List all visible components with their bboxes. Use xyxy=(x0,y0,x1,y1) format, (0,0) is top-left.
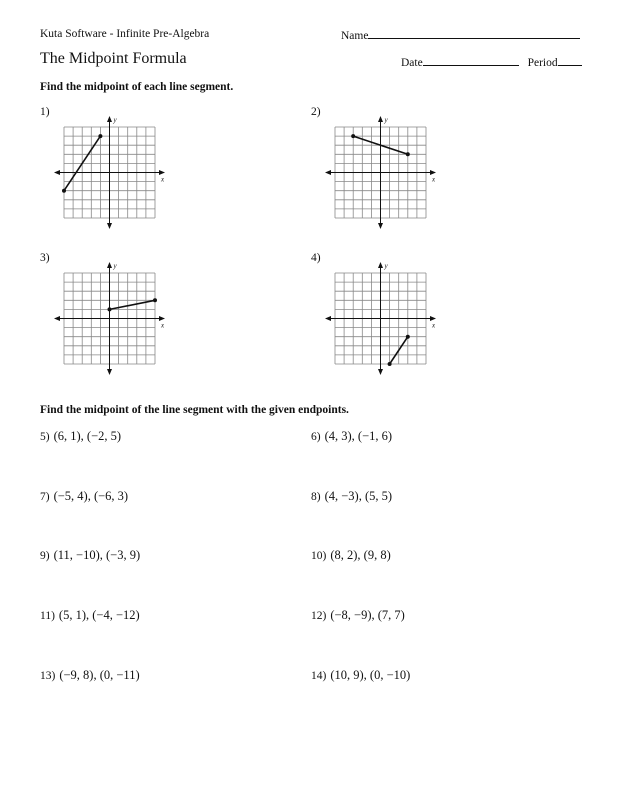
problem-endpoints: (10, 9), (0, −10) xyxy=(330,668,411,682)
problem-endpoints: (5, 1), (−4, −12) xyxy=(58,608,140,622)
section2-instruction: Find the midpoint of the line segment with the given endpoints. xyxy=(40,404,349,416)
name-blank[interactable] xyxy=(368,28,580,39)
problem-endpoints: (−9, 8), (0, −11) xyxy=(59,668,140,682)
endpoint-dot xyxy=(108,307,112,311)
section1-instruction: Find the midpoint of each line segment. xyxy=(40,81,234,93)
coordinate-graph-1 xyxy=(54,115,174,230)
arrow-left-icon xyxy=(325,170,331,175)
problem-endpoints: (8, 2), (9, 8) xyxy=(330,548,391,562)
arrow-up-icon xyxy=(378,116,383,122)
arrow-right-icon xyxy=(430,170,436,175)
problem-endpoints: (−5, 4), (−6, 3) xyxy=(53,489,129,503)
problem-endpoints: (4, −3), (5, 5) xyxy=(324,489,393,503)
period-blank[interactable] xyxy=(558,55,582,66)
y-axis-label: y xyxy=(113,262,117,270)
worksheet-title: The Midpoint Formula xyxy=(40,50,187,67)
problem-number: 6) xyxy=(311,431,321,443)
endpoint-dot xyxy=(351,134,355,138)
coordinate-graph-3 xyxy=(54,261,174,376)
problem-10 xyxy=(311,548,391,563)
arrow-right-icon xyxy=(159,170,165,175)
problem-9 xyxy=(40,548,140,563)
problem-13 xyxy=(40,668,140,683)
problem-number: 7) xyxy=(40,491,50,503)
period-label: Period xyxy=(527,57,558,69)
problem-12 xyxy=(311,608,405,623)
coordinate-graph-4 xyxy=(325,261,445,376)
problem-5 xyxy=(40,429,121,444)
problem-endpoints: (4, 3), (−1, 6) xyxy=(324,429,393,443)
problem-number: 11) xyxy=(40,610,55,622)
arrow-left-icon xyxy=(325,316,331,321)
problem-8 xyxy=(311,489,392,504)
endpoint-dot xyxy=(406,335,410,339)
y-axis-label: y xyxy=(384,116,388,124)
x-axis-label: x xyxy=(432,175,436,184)
endpoint-dot xyxy=(406,152,410,156)
date-period-fields[interactable] xyxy=(401,55,582,69)
arrow-left-icon xyxy=(54,316,60,321)
arrow-left-icon xyxy=(54,170,60,175)
date-label: Date xyxy=(401,57,423,69)
coordinate-graph-2 xyxy=(325,115,445,230)
problem-number: 10) xyxy=(311,550,327,562)
x-axis-label: x xyxy=(161,175,165,184)
problem-number: 12) xyxy=(311,610,327,622)
problem-endpoints: (11, −10), (−3, 9) xyxy=(53,548,141,562)
problem-endpoints: (−8, −9), (7, 7) xyxy=(330,608,405,622)
problem-number: 3) xyxy=(40,252,50,264)
arrow-up-icon xyxy=(107,262,112,268)
problem-number: 8) xyxy=(311,491,321,503)
arrow-down-icon xyxy=(107,369,112,375)
date-blank[interactable] xyxy=(423,55,519,66)
problem-number: 2) xyxy=(311,106,321,118)
problem-endpoints: (6, 1), (−2, 5) xyxy=(53,429,122,443)
x-axis-label: x xyxy=(432,321,436,330)
problem-number: 1) xyxy=(40,106,50,118)
problem-11 xyxy=(40,608,140,623)
x-axis-label: x xyxy=(161,321,165,330)
problem-number: 13) xyxy=(40,670,56,682)
endpoint-dot xyxy=(98,134,102,138)
arrow-down-icon xyxy=(378,223,383,229)
line-segment xyxy=(110,300,156,309)
name-label: Name xyxy=(341,30,369,42)
problem-7 xyxy=(40,489,128,504)
arrow-up-icon xyxy=(107,116,112,122)
problem-6 xyxy=(311,429,392,444)
problem-number: 9) xyxy=(40,550,50,562)
arrow-down-icon xyxy=(107,223,112,229)
y-axis-label: y xyxy=(384,262,388,270)
arrow-up-icon xyxy=(378,262,383,268)
problem-number: 4) xyxy=(311,252,321,264)
y-axis-label: y xyxy=(113,116,117,124)
arrow-right-icon xyxy=(430,316,436,321)
name-field[interactable] xyxy=(341,28,580,42)
problem-14 xyxy=(311,668,410,683)
problem-number: 5) xyxy=(40,431,50,443)
arrow-right-icon xyxy=(159,316,165,321)
problem-number: 14) xyxy=(311,670,327,682)
endpoint-dot xyxy=(62,189,66,193)
endpoint-dot xyxy=(153,298,157,302)
endpoint-dot xyxy=(388,362,392,366)
publisher-line: Kuta Software - Infinite Pre-Algebra xyxy=(40,28,210,40)
arrow-down-icon xyxy=(378,369,383,375)
